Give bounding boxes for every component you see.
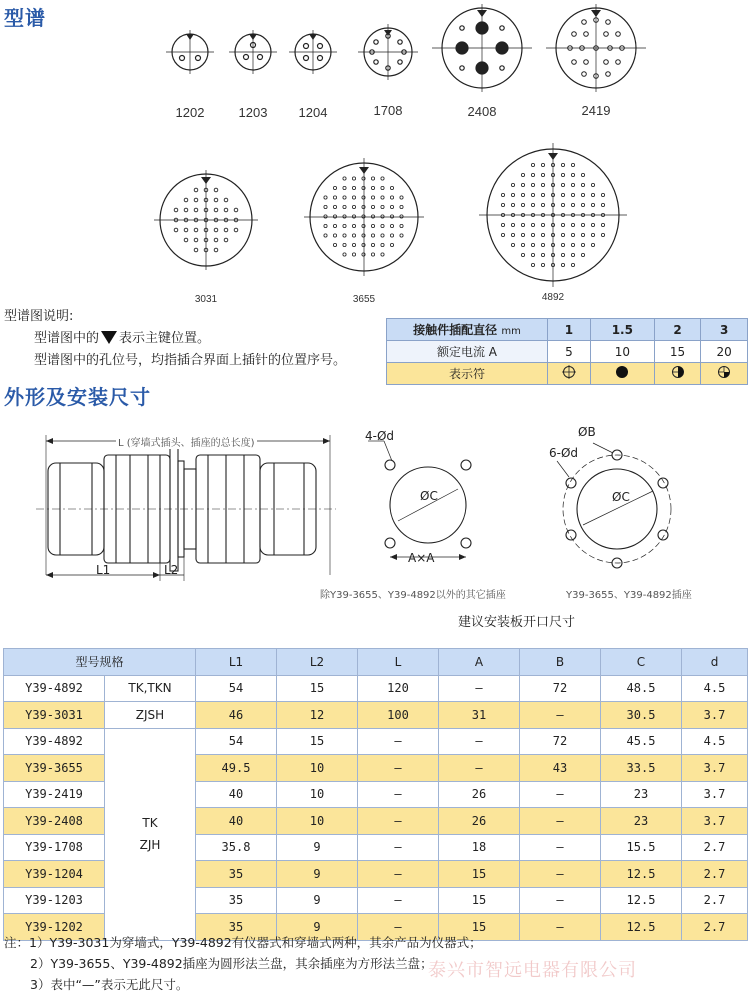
footnote-3: 3）表中“—”表示无此尺寸。 — [30, 977, 189, 992]
pin-hole — [362, 253, 365, 256]
pin-hole — [531, 253, 534, 256]
pin-hole — [561, 183, 564, 186]
pin-hole — [371, 196, 374, 199]
header-l2: L2 — [277, 649, 358, 676]
rating-diameter-header: 接触件插配直径 mm — [387, 319, 548, 341]
pin-hole — [591, 193, 594, 196]
pin-hole — [324, 234, 327, 237]
pin-hole — [561, 203, 564, 206]
main-key-triangle-icon — [101, 331, 117, 344]
rating-diameter: 2 — [654, 319, 701, 341]
label-3031: 3031 — [194, 294, 218, 305]
rating-diameter: 3 — [701, 319, 748, 341]
pin-hole — [400, 215, 403, 218]
pin-hole — [343, 196, 346, 199]
pin-hole — [591, 233, 594, 236]
footnote-2: 2）Y39-3655、Y39-4892插座为圆形法兰盘，其余插座为方形法兰盘； — [30, 956, 433, 971]
pin-hole — [571, 183, 574, 186]
pin-hole — [371, 215, 374, 218]
spec-table — [3, 648, 748, 941]
diameter-c-label: ØC — [420, 489, 438, 503]
diameter-c2-label: ØC — [612, 490, 630, 504]
pin-hole — [352, 186, 355, 189]
pin-hole — [333, 243, 336, 246]
pin-hole — [581, 253, 584, 256]
legend-heading: 型谱图说明: — [4, 309, 74, 324]
pin-hole — [581, 243, 584, 246]
pin-hole — [324, 215, 327, 218]
pin-hole — [333, 186, 336, 189]
connector-1202-diagram — [166, 30, 214, 74]
pin-hole — [521, 253, 524, 256]
pin-hole — [390, 205, 393, 208]
caption-square-flange: 除Y39-3655、Y39-4892以外的其它插座 — [320, 590, 506, 601]
label-4892: 4892 — [541, 292, 565, 303]
connector-side-view-drawing — [30, 425, 360, 605]
header-l1: L1 — [196, 649, 277, 676]
pin-hole — [531, 233, 534, 236]
table-row: Y39-1204 35 9 — 15 — 12.5 2.7 — [4, 861, 748, 888]
pin-hole — [390, 243, 393, 246]
rating-current-label: 额定电流 A — [387, 341, 548, 363]
legend-line-2: 型谱图中的孔位号，均指插合界面上插针的位置序号。 — [34, 353, 347, 368]
pin-hole — [390, 224, 393, 227]
pin-hole — [511, 233, 514, 236]
pin-hole — [501, 233, 504, 236]
pin-hole — [390, 234, 393, 237]
table-row: Y39-4892 TK ZJH 54 15 — — 72 45.5 4.5 — [4, 728, 748, 755]
pin-hole — [381, 205, 384, 208]
header-b: B — [520, 649, 601, 676]
pin-hole — [234, 208, 238, 212]
pin-hole — [561, 193, 564, 196]
pin-hole — [521, 183, 524, 186]
pin-hole — [390, 196, 393, 199]
pin-hole — [362, 186, 365, 189]
pin-hole — [333, 215, 336, 218]
pin-hole — [381, 186, 384, 189]
pin-hole — [531, 193, 534, 196]
pin-hole — [343, 205, 346, 208]
pin-hole — [371, 205, 374, 208]
pin-hole — [174, 208, 178, 212]
company-watermark: 泰兴市智远电器有限公司 — [428, 960, 637, 981]
pin-hole — [511, 223, 514, 226]
pin-hole — [333, 234, 336, 237]
pin-hole — [531, 203, 534, 206]
pin-hole — [581, 223, 584, 226]
pin-hole — [324, 196, 327, 199]
holes-6-label: 6-Ød — [549, 446, 579, 460]
symbol-filled-circle-icon — [590, 363, 654, 385]
pin-hole — [343, 224, 346, 227]
rating-symbol-label: 表示符 — [387, 363, 548, 385]
pin-hole — [184, 238, 188, 242]
table-row: Y39-2408 40 10 — 26 — 23 3.7 — [4, 808, 748, 835]
pin-hole — [561, 163, 564, 166]
dimensions-title: 外形及安装尺寸 — [4, 385, 151, 409]
table-row: Y39-2419 40 10 — 26 — 23 3.7 — [4, 781, 748, 808]
pin-hole — [581, 173, 584, 176]
pin-hole — [521, 173, 524, 176]
pin-hole — [194, 208, 198, 212]
pin-hole — [381, 215, 384, 218]
panel-cutout-caption: 建议安装板开口尺寸 — [458, 615, 576, 630]
pin-hole — [521, 193, 524, 196]
pin-hole — [371, 253, 374, 256]
pin-hole — [390, 215, 393, 218]
pin-hole — [571, 163, 574, 166]
pin-hole — [381, 224, 384, 227]
pin-hole — [571, 263, 574, 266]
caption-round-flange: Y39-3655、Y39-4892插座 — [566, 590, 692, 601]
pin-hole — [531, 223, 534, 226]
pin-hole — [194, 238, 198, 242]
pin-hole — [352, 177, 355, 180]
pin-hole — [571, 203, 574, 206]
pin-hole — [541, 193, 544, 196]
pin-hole — [601, 223, 604, 226]
pin-hole — [521, 203, 524, 206]
pin-hole — [591, 183, 594, 186]
pin-hole — [501, 193, 504, 196]
l2-label: L2 — [164, 563, 179, 577]
rating-diameter: 1 — [548, 319, 591, 341]
pin-hole — [371, 243, 374, 246]
pin-hole — [371, 177, 374, 180]
pin-hole — [581, 183, 584, 186]
pin-hole — [591, 203, 594, 206]
pin-hole — [333, 205, 336, 208]
pin-hole — [352, 234, 355, 237]
pin-hole — [400, 196, 403, 199]
rating-current: 10 — [590, 341, 654, 363]
pin-hole — [541, 173, 544, 176]
pin-hole — [400, 205, 403, 208]
legend-line-1: 型谱图中的 表示主键位置。 — [34, 331, 211, 346]
pin-hole — [381, 234, 384, 237]
pin-hole — [352, 253, 355, 256]
label-3655: 3655 — [352, 294, 376, 305]
pin-hole — [343, 215, 346, 218]
pin-hole — [214, 228, 218, 232]
pin-hole — [194, 198, 198, 202]
pin-hole — [333, 224, 336, 227]
pin-hole — [531, 263, 534, 266]
symbol-half-filled-circle-icon — [654, 363, 701, 385]
header-c: C — [601, 649, 682, 676]
pin-hole — [561, 253, 564, 256]
pin-hole — [224, 198, 228, 202]
pin-hole — [352, 196, 355, 199]
pin-hole — [531, 163, 534, 166]
group-label: TK,TKN — [105, 675, 196, 702]
diameter-b-label: ØB — [578, 425, 596, 439]
pin-hole — [362, 196, 365, 199]
pin-hole — [194, 228, 198, 232]
pin-hole — [571, 243, 574, 246]
pin-hole — [371, 224, 374, 227]
header-a: A — [439, 649, 520, 676]
pin-hole — [541, 263, 544, 266]
pin-hole — [194, 188, 198, 192]
pin-hole — [214, 188, 218, 192]
header-d: d — [682, 649, 748, 676]
pin-hole — [381, 253, 384, 256]
pin-hole — [343, 253, 346, 256]
pin-hole — [571, 233, 574, 236]
table-row: Y39-1708 35.8 9 — 18 — 15.5 2.7 — [4, 834, 748, 861]
pin-hole — [501, 203, 504, 206]
rating-diameter: 1.5 — [590, 319, 654, 341]
pin-hole — [571, 173, 574, 176]
pin-hole — [362, 215, 365, 218]
pin-hole — [362, 234, 365, 237]
catalog-title: 型谱 — [4, 6, 46, 30]
pin-hole — [362, 243, 365, 246]
pin-hole — [561, 243, 564, 246]
pin-hole — [561, 263, 564, 266]
pin-hole — [541, 253, 544, 256]
pin-hole — [214, 208, 218, 212]
label-2419: 2419 — [581, 103, 611, 118]
pin-hole — [343, 243, 346, 246]
pin-hole — [352, 243, 355, 246]
pin-hole — [521, 233, 524, 236]
pin-hole — [184, 228, 188, 232]
axa-label: A×A — [408, 551, 435, 565]
pin-hole — [511, 193, 514, 196]
group-label: TK ZJH — [105, 728, 196, 940]
pin-hole — [214, 248, 218, 252]
pin-hole — [591, 243, 594, 246]
symbol-crosshair-circle-icon — [548, 363, 591, 385]
rating-current: 15 — [654, 341, 701, 363]
header-model: 型号规格 — [4, 649, 196, 676]
pin-hole — [343, 177, 346, 180]
pin-hole — [214, 198, 218, 202]
label-1204: 1204 — [298, 105, 328, 120]
pin-hole — [541, 233, 544, 236]
pin-hole — [362, 177, 365, 180]
pin-hole — [571, 193, 574, 196]
pin-hole — [224, 238, 228, 242]
header-l: L — [358, 649, 439, 676]
label-1708: 1708 — [373, 103, 403, 118]
pin-hole — [381, 243, 384, 246]
table-row: Y39-1202 35 9 — 15 — 12.5 2.7 — [4, 914, 748, 941]
pin-hole — [174, 228, 178, 232]
pin-hole — [184, 208, 188, 212]
pin-hole — [521, 243, 524, 246]
label-1203: 1203 — [238, 105, 268, 120]
rating-current: 5 — [548, 341, 591, 363]
pin-hole — [381, 196, 384, 199]
pin-hole — [511, 243, 514, 246]
pin-hole — [371, 234, 374, 237]
pin-hole — [561, 223, 564, 226]
pin-hole — [571, 223, 574, 226]
table-row: Y39-1203 35 9 — 15 — 12.5 2.7 — [4, 887, 748, 914]
pin-hole — [352, 224, 355, 227]
pin-hole — [541, 163, 544, 166]
connector-3655-diagram — [304, 158, 424, 276]
rating-current: 20 — [701, 341, 748, 363]
holes-4-label: 4-Ød — [365, 429, 395, 443]
pin-hole — [511, 183, 514, 186]
pin-hole — [541, 223, 544, 226]
pin-hole — [531, 243, 534, 246]
pin-hole — [343, 186, 346, 189]
pin-hole — [541, 183, 544, 186]
l1-label: L1 — [96, 563, 111, 577]
pin-hole — [400, 224, 403, 227]
label-1202: 1202 — [175, 105, 205, 120]
symbol-quarter-filled-circle-icon — [701, 363, 748, 385]
length-label: L (穿墙式插头、插座的总长度) — [116, 434, 257, 449]
pin-hole — [352, 215, 355, 218]
pin-hole — [224, 228, 228, 232]
connector-3031-diagram — [154, 170, 258, 270]
pin-hole — [571, 253, 574, 256]
legend-notes — [4, 306, 346, 372]
pin-hole — [343, 234, 346, 237]
pin-hole — [381, 177, 384, 180]
pin-hole — [541, 203, 544, 206]
contact-rating-table — [386, 318, 748, 385]
pin-hole — [601, 193, 604, 196]
pin-hole — [531, 173, 534, 176]
footnote-1: 注：1）Y39-3031为穿墙式，Y39-4892有仪器式和穿墙式两种，其余产品为仪器式； — [4, 935, 482, 950]
connector-catalog-diagrams — [0, 0, 750, 305]
pin-hole — [601, 203, 604, 206]
pin-hole — [521, 223, 524, 226]
table-row: Y39-4892 TK,TKN 54 15 120 — 72 48.5 4.5 — [4, 675, 748, 702]
pin-hole — [531, 183, 534, 186]
pin-hole — [184, 198, 188, 202]
label-2408: 2408 — [467, 104, 497, 119]
pin-hole — [541, 243, 544, 246]
pin-hole — [194, 248, 198, 252]
pin-hole — [601, 233, 604, 236]
pin-hole — [400, 234, 403, 237]
pin-hole — [324, 205, 327, 208]
connector-4892-diagram — [479, 143, 627, 287]
pin-hole — [352, 205, 355, 208]
pin-hole — [362, 224, 365, 227]
pin-hole — [371, 186, 374, 189]
connector-1203-diagram — [229, 30, 277, 74]
connector-1708-diagram — [358, 24, 418, 80]
group-label: ZJSH — [105, 702, 196, 729]
pin-hole — [324, 224, 327, 227]
pin-hole — [501, 223, 504, 226]
pin-hole — [390, 186, 393, 189]
footnotes — [4, 932, 749, 995]
table-row: Y39-3031 ZJSH 46 12 100 31 — 30.5 3.7 — [4, 702, 748, 729]
pin-hole — [214, 238, 218, 242]
pin-hole — [561, 233, 564, 236]
pin-hole — [591, 223, 594, 226]
pin-hole — [224, 208, 228, 212]
pin-hole — [511, 203, 514, 206]
pin-hole — [333, 196, 336, 199]
pin-hole — [561, 173, 564, 176]
pin-hole — [234, 228, 238, 232]
connector-1204-diagram — [289, 30, 337, 74]
pin-hole — [362, 205, 365, 208]
table-row: Y39-3655 49.5 10 — — 43 33.5 3.7 — [4, 755, 748, 782]
pin-hole — [581, 203, 584, 206]
pin-hole — [581, 193, 584, 196]
pin-hole — [581, 233, 584, 236]
connector-2408-diagram — [432, 4, 532, 92]
connector-2419-diagram — [546, 4, 646, 92]
